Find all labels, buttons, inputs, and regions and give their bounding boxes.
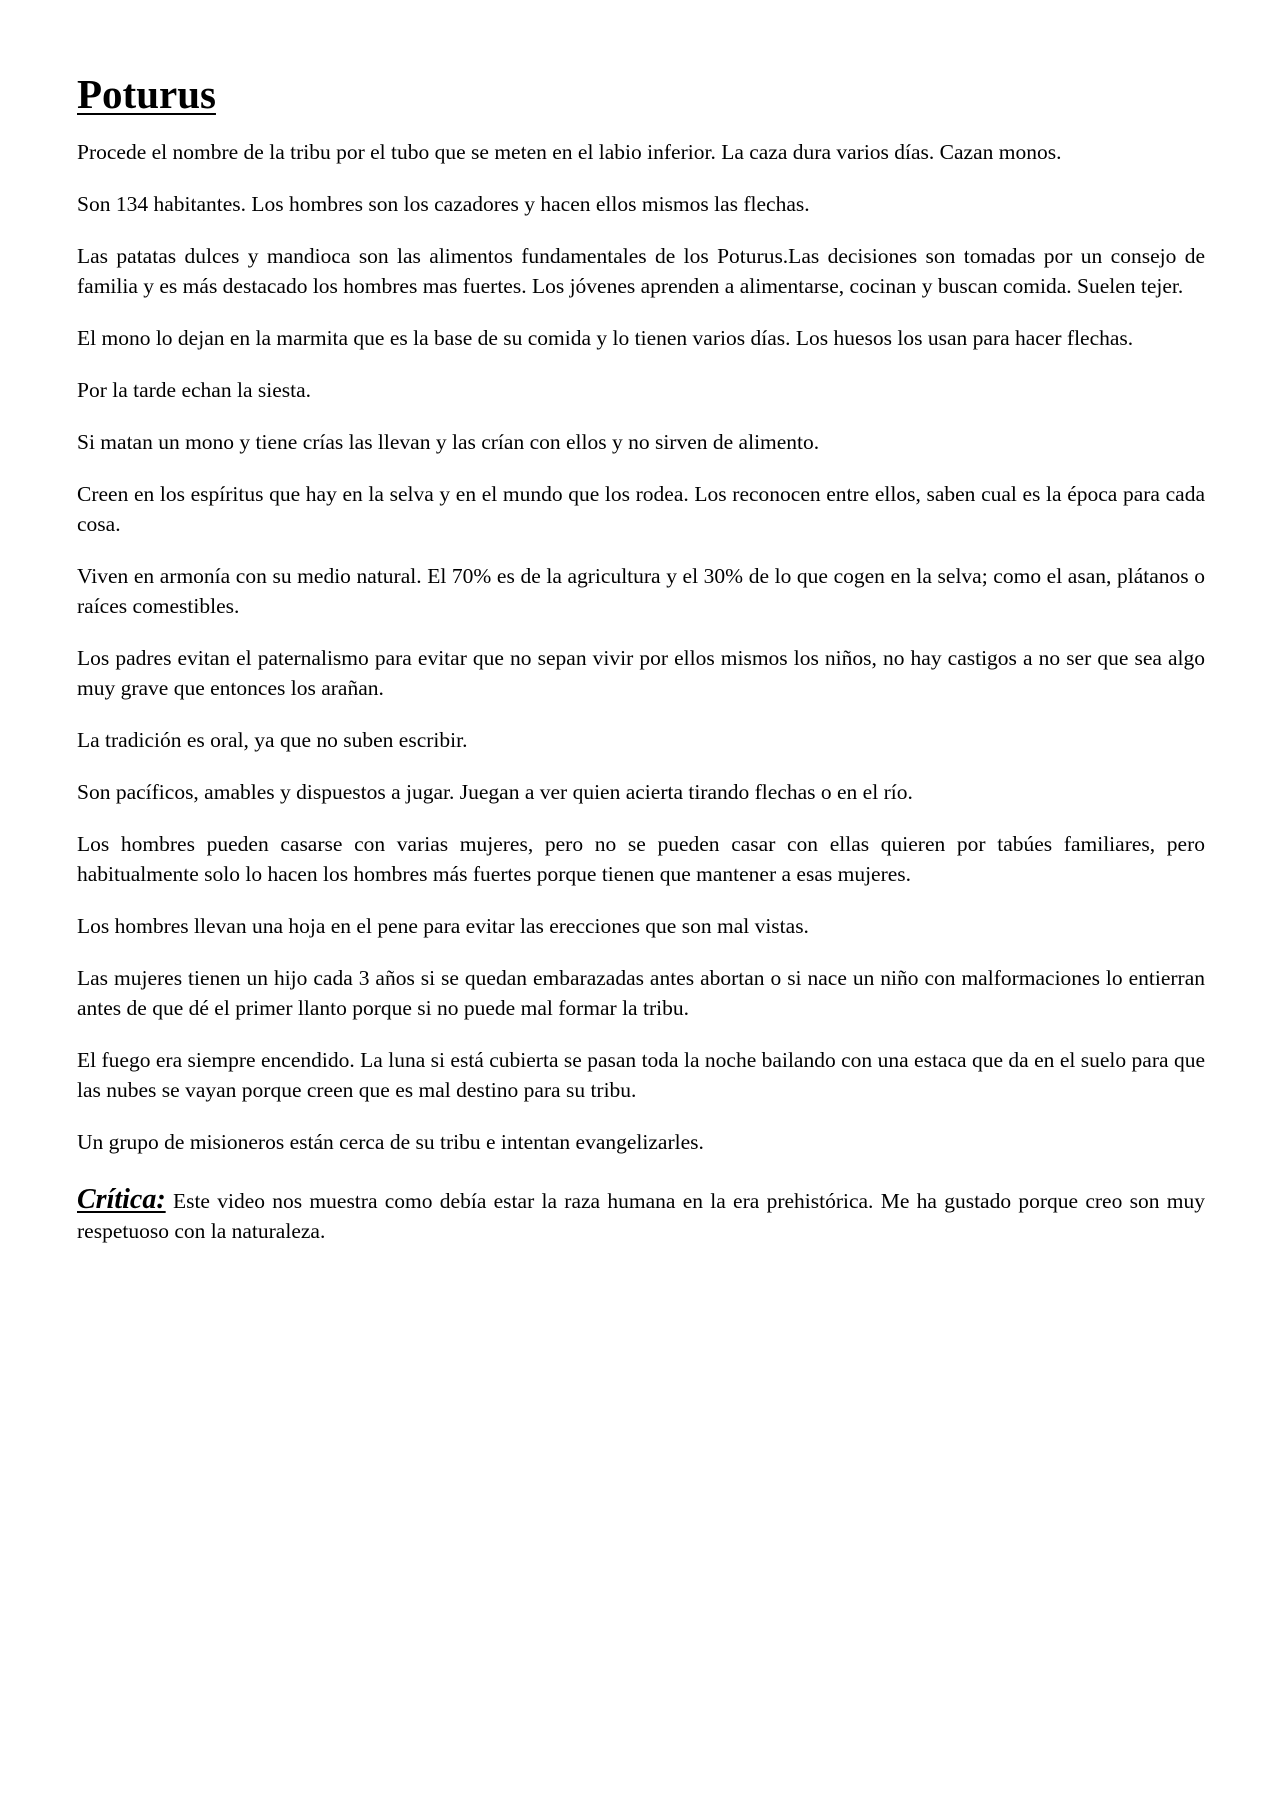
document-title: Poturus (77, 71, 216, 117)
paragraph: Las patatas dulces y mandioca son las alimentos fundamentales de los Poturus.Las decisiones son tomadas por un consejo de familia y es más destacado los hombres mas fuertes. Los jóvenes aprenden a alimentarse, cocinan y buscan comida. Suelen tejer. (77, 244, 1205, 299)
paragraph: Los hombres llevan una hoja en el pene para evitar las erecciones que son mal vistas. (77, 914, 809, 939)
critica-label: Crítica: (77, 1184, 166, 1216)
critica-paragraph (77, 1185, 1205, 1246)
paragraph: Creen en los espíritus que hay en la selva y en el mundo que los rodea. Los reconocen entre ellos, saben cual es la época para cada cosa. (77, 482, 1205, 537)
paragraph: Un grupo de misioneros están cerca de su tribu e intentan evangelizarles. (77, 1130, 704, 1155)
document-content (77, 70, 1205, 1268)
paragraph: Viven en armonía con su medio natural. El 70% es de la agricultura y el 30% de lo que cogen en la selva; como el asan, plátanos o raíces comestibles. (77, 564, 1205, 619)
paragraph: El fuego era siempre encendido. La luna si está cubierta se pasan toda la noche bailando con una estaca que da en el suelo para que las nubes se vayan porque creen que es mal destino para su tribu. (77, 1048, 1205, 1103)
paragraph: Las mujeres tienen un hijo cada 3 años si se quedan embarazadas antes abortan o si nace un niño con malformaciones lo entierran antes de que dé el primer llanto porque si no puede mal formar la tribu. (77, 966, 1205, 1021)
paragraph: Por la tarde echan la siesta. (77, 378, 312, 403)
paragraph: Los hombres pueden casarse con varias mujeres, pero no se pueden casar con ellas quieren por tabúes familiares, pero habitualmente solo lo hacen los hombres más fuertes porque tienen que mantener a esas mujeres. (77, 832, 1205, 887)
paragraph: Procede el nombre de la tribu por el tubo que se meten en el labio inferior. La caza dura varios días. Cazan monos. (77, 140, 1062, 165)
paragraph: La tradición es oral, ya que no suben escribir. (77, 728, 468, 753)
paragraph: Son 134 habitantes. Los hombres son los cazadores y hacen ellos mismos las flechas. (77, 192, 810, 217)
paragraph: Si matan un mono y tiene crías las llevan y las crían con ellos y no sirven de alimento. (77, 430, 820, 455)
paragraph: Los padres evitan el paternalismo para evitar que no sepan vivir por ellos mismos los niños, no hay castigos a no ser que sea algo muy grave que entonces los arañan. (77, 646, 1205, 701)
paragraph: Son pacíficos, amables y dispuestos a jugar. Juegan a ver quien acierta tirando flechas o en el río. (77, 780, 913, 805)
critica-text: Este video nos muestra como debía estar la raza humana en la era prehistórica. Me ha gustado porque creo son muy respetuoso con la naturaleza. (77, 1189, 1205, 1244)
paragraph: El mono lo dejan en la marmita que es la base de su comida y lo tienen varios días. Los huesos los usan para hacer flechas. (77, 326, 1134, 351)
